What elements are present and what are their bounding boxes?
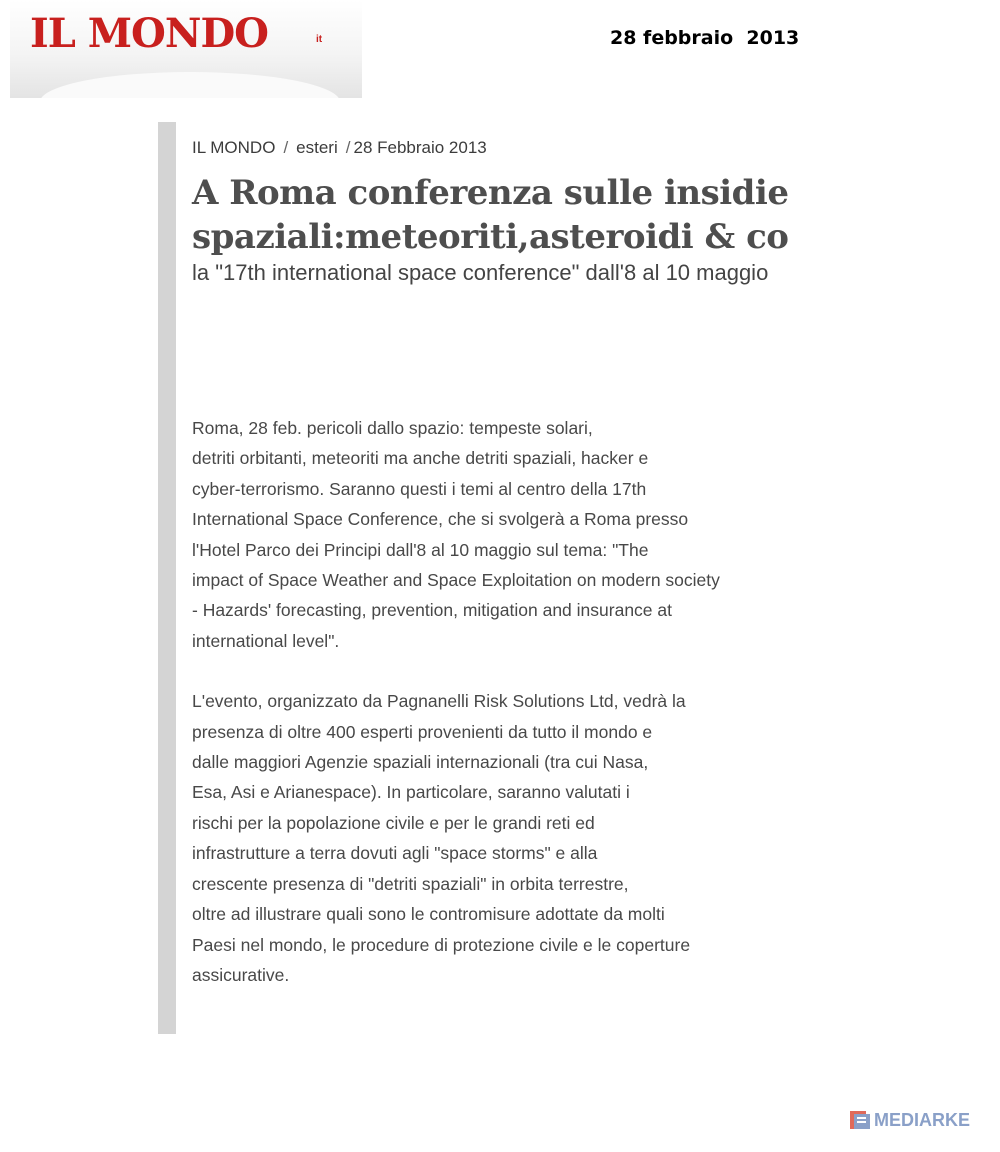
article-paragraph — [192, 686, 832, 990]
paragraph-line: rischi per la popolazione civile e per le grandi reti ed — [192, 812, 595, 833]
paragraph-line: cyber-terrorismo. Saranno questi i temi al centro della 17th — [192, 478, 647, 499]
breadcrumb — [192, 138, 972, 158]
article-title-line: spaziali:meteoriti,asteroidi & co — [192, 217, 789, 257]
breadcrumb-section-link[interactable]: esteri — [296, 138, 338, 157]
paragraph-line: International Space Conference, che si svolgerà a Roma presso — [192, 509, 689, 530]
paragraph-line: L'evento, organizzato da Pagnanelli Risk Solutions Ltd, vedrà la — [192, 691, 686, 712]
breadcrumb-separator: / — [345, 138, 351, 157]
paragraph-line: assicurative. — [192, 964, 290, 985]
logo-text: IL MONDO — [30, 10, 268, 57]
article-header — [192, 136, 972, 286]
breadcrumb-date: 28 Febbraio 2013 — [353, 138, 487, 157]
paragraph-line: - Hazards' forecasting, prevention, mitigation and insurance at — [192, 600, 672, 621]
paragraph-line: presenza di oltre 400 esperti provenienti da tutto il mondo e — [192, 721, 653, 742]
paragraph-line: Roma, 28 feb. pericoli dallo spazio: tempeste solari, — [192, 418, 593, 438]
paragraph-line: international level". — [192, 630, 340, 651]
clipping-date: 28 febbraio 2013 — [610, 27, 800, 49]
logo-swoosh — [40, 72, 340, 98]
article-title — [192, 171, 972, 259]
paragraph-line: crescente presenza di "detriti spaziali" in orbita terrestre, — [192, 873, 629, 894]
breadcrumb-site-link[interactable]: IL MONDO — [192, 138, 276, 157]
mediarke-logo-icon — [848, 1108, 872, 1132]
breadcrumb-separator: / — [283, 138, 289, 157]
mediarke-watermark — [848, 1107, 970, 1133]
logo-suffix: it — [316, 34, 323, 45]
article-title-line: A Roma conferenza sulle insidie — [192, 173, 789, 213]
paragraph-line: Paesi nel mondo, le procedure di protezione civile e le coperture — [192, 934, 691, 955]
paragraph-line: dalle maggiori Agenzie spaziali internazionali (tra cui Nasa, — [192, 752, 649, 773]
paragraph-line: infrastrutture a terra dovuti agli "space storms" e alla — [192, 843, 598, 864]
article-paragraph — [192, 413, 832, 656]
article-side-rule — [158, 122, 176, 1034]
article-body — [192, 413, 832, 990]
paragraph-line: oltre ad illustrare quali sono le contromisure adottate da molti — [192, 904, 665, 925]
mediarke-wordmark: MEDIARKE — [874, 1109, 971, 1130]
masthead-logo — [10, 0, 362, 98]
paragraph-line: l'Hotel Parco dei Principi dall'8 al 10 maggio sul tema: "The — [192, 539, 649, 560]
article-subtitle: la "17th international space conference" dall'8 al 10 maggio — [192, 260, 769, 285]
paragraph-line: detriti orbitanti, meteoriti ma anche detriti spaziali, hacker e — [192, 448, 649, 469]
paragraph-line: Esa, Asi e Arianespace). In particolare, saranno valutati i — [192, 782, 630, 803]
paragraph-line: impact of Space Weather and Space Exploitation on modern society — [192, 570, 720, 591]
